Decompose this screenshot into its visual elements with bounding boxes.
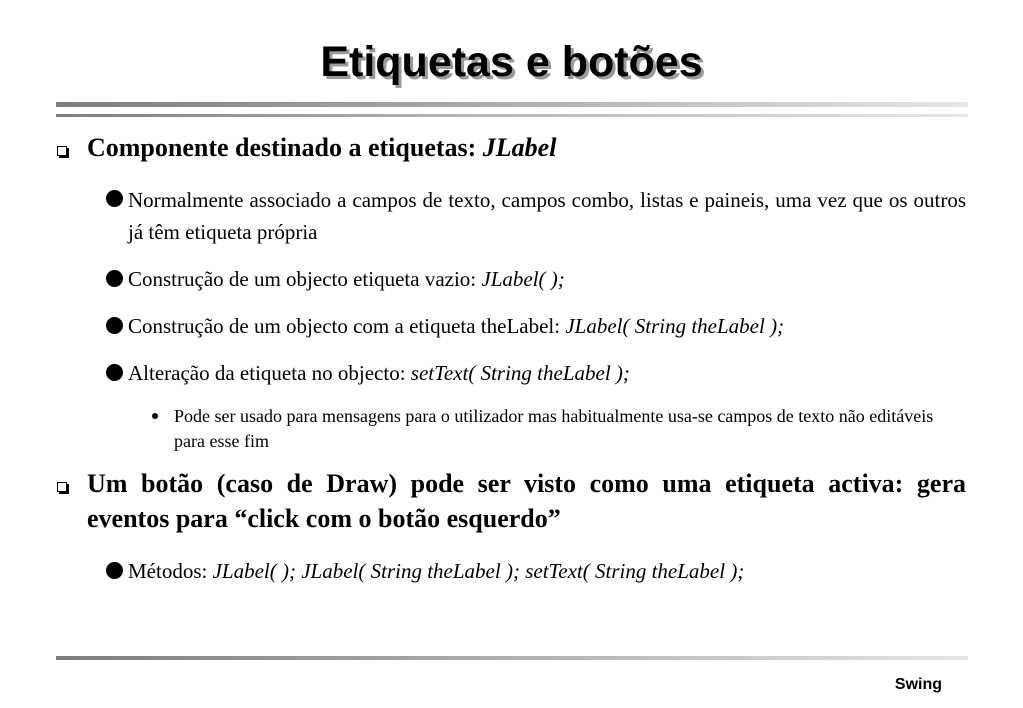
code-jlabel-string: JLabel( String theLabel ); (565, 314, 785, 338)
sub-bullet-construcao-vazio (128, 263, 966, 295)
sub-bullet-text: Construção de um objecto com a etiqueta theLabel: (128, 314, 566, 338)
title-divider-thin (56, 114, 968, 117)
round-bullet-icon (106, 317, 123, 334)
code-methods: JLabel( ); JLabel( String theLabel ); setText( String theLabel ); (212, 559, 745, 583)
square-bullet-icon (57, 146, 67, 156)
sub-sub-bullet-text: Pode ser usado para mensagens para o utilizador mas habitualmente usa-se campos de texto não editáveis para esse fim (174, 406, 934, 451)
square-bullet-icon (57, 482, 67, 492)
bullet-text: Componente destinado a etiquetas: (87, 133, 483, 162)
footer-divider (56, 656, 968, 660)
code-settext: setText( String theLabel ); (410, 361, 630, 385)
sub-bullet-metodos (128, 555, 966, 587)
round-bullet-icon (106, 190, 123, 207)
code-jlabel: JLabel (482, 133, 557, 162)
sub-bullet-alteracao (128, 357, 966, 389)
round-bullet-icon (106, 270, 123, 287)
footer-label: Swing (894, 676, 942, 693)
sub-bullet-text: Métodos: (128, 559, 213, 583)
sub-bullet-text: Construção de um objecto etiqueta vazio: (128, 267, 482, 291)
sub-bullet-text: Alteração da etiqueta no objecto: (128, 361, 411, 385)
sub-bullet-normalmente (128, 184, 966, 248)
dot-bullet-icon (152, 413, 158, 419)
round-bullet-icon (106, 562, 123, 579)
sub-bullet-text: Normalmente associado a campos de texto, campos combo, listas e paineis, uma vez que os outros já têm etiqueta própria (128, 188, 966, 244)
code-jlabel-empty: JLabel( ); (481, 267, 565, 291)
sub-bullet-construcao-label (128, 310, 966, 342)
bullet-botao (87, 466, 966, 536)
bullet-jlabel (87, 130, 966, 165)
slide-title: Etiquetas e botões (320, 38, 703, 86)
round-bullet-icon (106, 364, 123, 381)
title-divider-thick (56, 102, 968, 107)
bullet-text: Um botão (caso de Draw) pode ser visto como uma etiqueta activa: gera eventos para “click com o botão esquerdo” (87, 469, 966, 533)
sub-sub-bullet-mensagens (174, 404, 966, 454)
